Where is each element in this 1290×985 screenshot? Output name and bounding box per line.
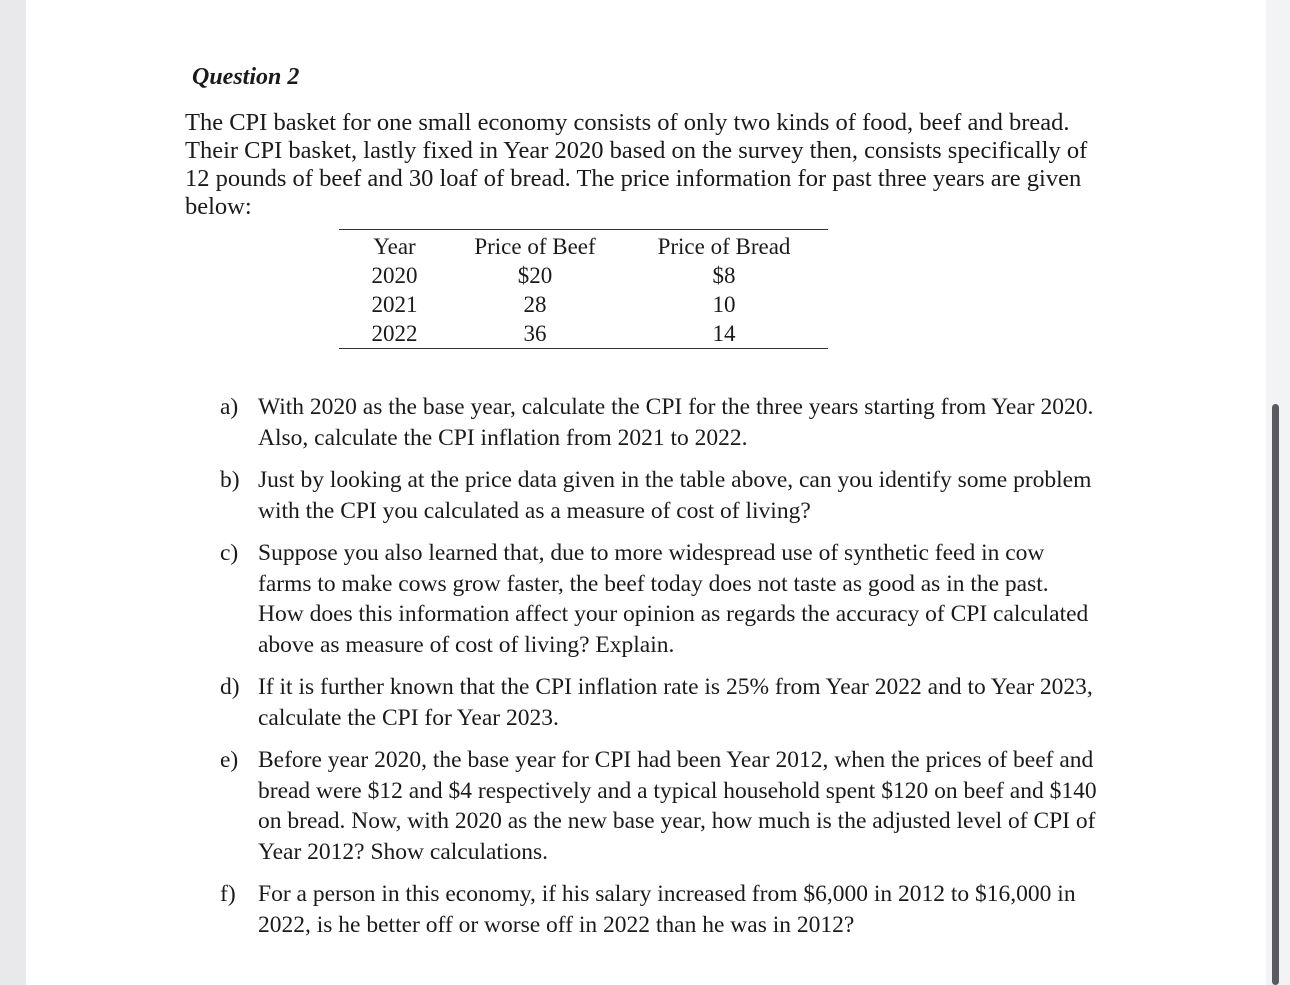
question-title: Question 2 — [192, 64, 300, 90]
sub-question-text: If it is further known that the CPI inflation rate is 25% from Year 2022 and to Year 2023, calculate the CPI for Year 2023. — [258, 674, 1093, 731]
sub-question-label: f) — [220, 881, 236, 907]
price-table — [339, 229, 828, 349]
question-intro: The CPI basket for one small economy consists of only two kinds of food, beef and bread. Their CPI basket, lastly fixed in Year 2020 based on the survey then, consists specifically of 12 pounds of beef and 30 loaf of bread. The price information for past three years are given below: — [185, 109, 1088, 220]
cell-beef-price: 36 — [523, 321, 547, 346]
table-row — [339, 319, 828, 349]
sub-question-d — [220, 672, 1100, 733]
header-price-bread: Price of Bread — [657, 234, 791, 259]
cell-bread-price: $8 — [712, 263, 736, 288]
sub-question-list — [220, 392, 1100, 940]
sub-question-label: b) — [220, 467, 240, 493]
sub-question-text: For a person in this economy, if his salary increased from $6,000 in 2012 to $16,000 in 2022, is he better off or worse off in 2022 than he was in 2012? — [258, 881, 1076, 938]
sub-question-label: e) — [220, 747, 239, 773]
header-year: Year — [373, 234, 416, 259]
sub-question-c — [220, 538, 1100, 660]
sub-question-label: c) — [220, 540, 239, 566]
sub-question-text: Suppose you also learned that, due to more widespread use of synthetic feed in cow farms to make cows grow faster, the beef today does not taste as good as in the past. How does this information affect your opinion as regards the accuracy of CPI calculated above as measure of cost of living? Explain. — [258, 540, 1089, 658]
sub-question-label: d) — [220, 674, 240, 700]
sub-question-b — [220, 465, 1100, 526]
cell-year: 2020 — [371, 263, 418, 288]
cell-bread-price: 10 — [712, 292, 736, 317]
sub-question-f — [220, 879, 1100, 940]
table-row — [339, 290, 828, 319]
sub-question-a — [220, 392, 1100, 453]
table-header-row — [339, 230, 828, 262]
cell-bread-price: 14 — [712, 321, 736, 346]
sub-question-label: a) — [220, 394, 239, 420]
cell-beef-price: $20 — [517, 263, 553, 288]
cell-year: 2021 — [371, 292, 418, 317]
sub-question-text: Before year 2020, the base year for CPI had been Year 2012, when the prices of beef and bread were $12 and $4 respectively and a typical household spent $120 on beef and $140 on bread. Now, with 2020 as the new base year, how much is the adjusted level of CPI of Year 2012? Show calculations. — [258, 747, 1097, 865]
header-price-beef: Price of Beef — [474, 234, 596, 259]
sub-question-e — [220, 745, 1100, 867]
sub-question-text: With 2020 as the base year, calculate the CPI for the three years starting from Year 2020. Also, calculate the CPI inflation from 2021 to 2022. — [258, 394, 1094, 451]
cell-year: 2022 — [371, 321, 418, 346]
cell-beef-price: 28 — [523, 292, 547, 317]
table-row — [339, 261, 828, 290]
sub-question-text: Just by looking at the price data given in the table above, can you identify some problem with the CPI you calculated as a measure of cost of living? — [258, 467, 1092, 524]
scrollbar-thumb[interactable] — [1272, 404, 1279, 985]
